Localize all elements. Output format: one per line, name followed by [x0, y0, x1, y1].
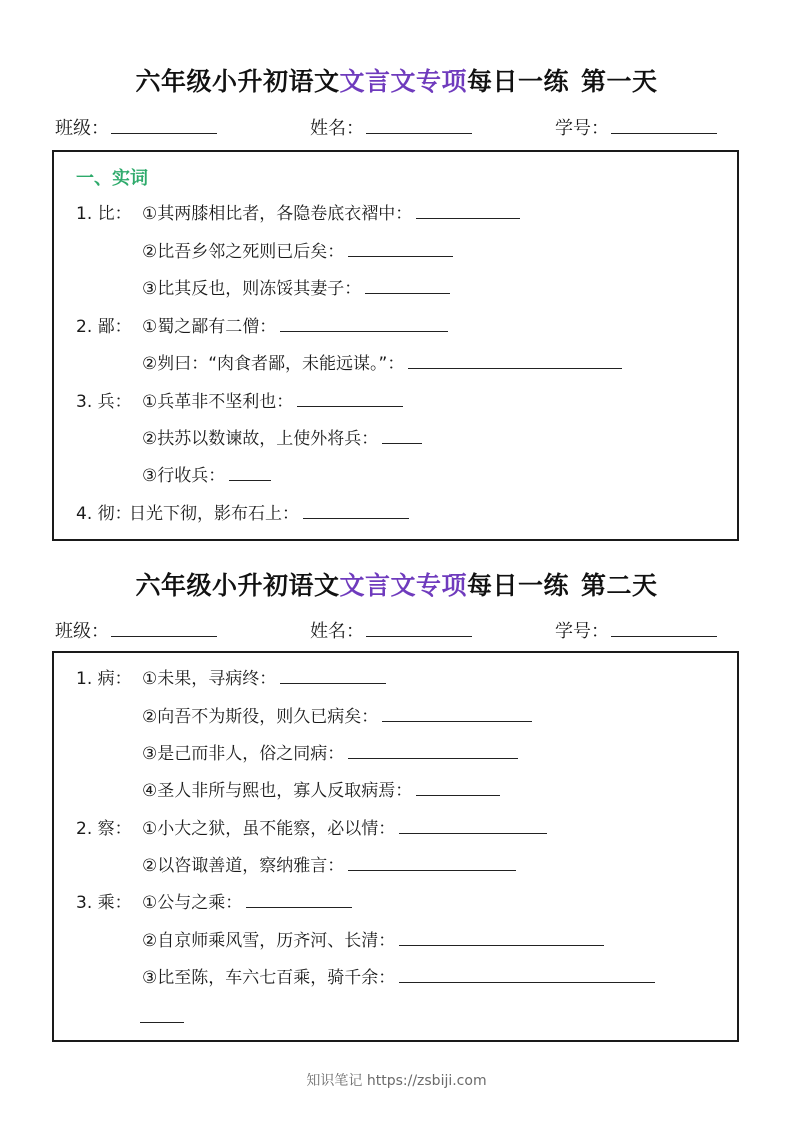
question-number: 1. 病：: [76, 669, 132, 689]
id-label: 学号：: [555, 118, 609, 139]
question-text: ①蜀之鄙有二僧：: [142, 317, 277, 337]
question-number: 2. 鄙：: [76, 317, 132, 337]
answer-blank[interactable]: [348, 239, 453, 257]
section-heading: 一、实词: [76, 168, 148, 189]
question-line: [142, 741, 518, 767]
title-highlight: 文言文专项: [339, 67, 467, 96]
question-line: [76, 201, 520, 227]
question-number: 1. 比：: [76, 204, 132, 224]
answer-blank[interactable]: [399, 816, 547, 834]
question-text: ②刿曰：“肉食者鄙，未能远谋。”：: [142, 354, 405, 374]
title-prefix: 六年级小升初语文: [135, 67, 340, 96]
question-line: [76, 890, 352, 916]
question-line: [76, 816, 547, 842]
title-prefix: 六年级小升初语文: [135, 571, 340, 600]
question-text: ①兵革非不坚利也：: [142, 392, 294, 412]
answer-blank[interactable]: [416, 778, 500, 796]
question-line: [76, 314, 448, 340]
question-line: [142, 928, 604, 954]
question-line: [142, 463, 271, 489]
worksheet-2-info-row: [55, 617, 745, 643]
question-line: [142, 778, 500, 804]
class-blank[interactable]: [111, 619, 217, 637]
class-label: 班级：: [55, 621, 109, 642]
class-label: 班级：: [55, 118, 109, 139]
title-day: 第二天: [581, 571, 658, 600]
name-field: [310, 114, 472, 140]
question-text: ③行收兵：: [142, 466, 226, 486]
question-line: [76, 389, 403, 415]
name-blank[interactable]: [366, 619, 472, 637]
answer-blank[interactable]: [280, 666, 386, 684]
answer-blank-continuation[interactable]: [140, 1005, 184, 1023]
question-number: 3. 兵：: [76, 392, 132, 412]
title-suffix: 每日一练: [467, 571, 570, 600]
question-number: 3. 乘：: [76, 893, 132, 913]
answer-blank[interactable]: [399, 928, 604, 946]
name-field: [310, 617, 472, 643]
title-suffix: 每日一练: [467, 67, 570, 96]
question-text: 日光下彻，影布石上：: [129, 504, 299, 524]
question-text: ②扶苏以数谏故，上使外将兵：: [142, 429, 379, 449]
worksheet-2-title: [0, 566, 793, 602]
answer-blank[interactable]: [348, 853, 516, 871]
question-text: ②自京师乘风雪，历齐河、长清：: [142, 931, 396, 951]
answer-blank[interactable]: [416, 201, 520, 219]
class-field: [55, 114, 217, 140]
question-text: ①公与之乘：: [142, 893, 243, 913]
question-line: [142, 351, 622, 377]
class-field: [55, 617, 217, 643]
question-line: [142, 276, 450, 302]
question-text: ①未果，寻病终：: [142, 669, 277, 689]
question-text: ④圣人非所与熙也，寡人反取病焉：: [142, 781, 413, 801]
worksheet-2-box: [52, 651, 739, 1042]
name-label: 姓名：: [310, 118, 364, 139]
id-label: 学号：: [555, 621, 609, 642]
answer-blank[interactable]: [399, 965, 655, 983]
answer-blank[interactable]: [280, 314, 448, 332]
worksheet-1-box: [52, 150, 739, 541]
question-text: ①其两膝相比者，各隐卷底衣褶中：: [142, 204, 413, 224]
question-text: ②向吾不为斯役，则久已病矣：: [142, 707, 379, 727]
id-field: [555, 114, 717, 140]
id-field: [555, 617, 717, 643]
question-number: 4. 彻：: [76, 504, 132, 524]
answer-blank[interactable]: [382, 704, 532, 722]
name-blank[interactable]: [366, 116, 472, 134]
question-text: ②以咨诹善道，察纳雅言：: [142, 856, 345, 876]
question-text: ②比吾乡邻之死则已后矣：: [142, 242, 345, 262]
question-text: ①小大之狱，虽不能察，必以情：: [142, 819, 396, 839]
answer-blank[interactable]: [382, 426, 422, 444]
worksheet-1-title: [0, 62, 793, 98]
answer-blank[interactable]: [408, 351, 622, 369]
class-blank[interactable]: [111, 116, 217, 134]
question-line: [142, 239, 453, 265]
title-highlight: 文言文专项: [339, 571, 467, 600]
footer-watermark: 知识笔记 https://zsbiji.com: [306, 1073, 487, 1089]
question-line: [76, 501, 409, 527]
id-blank[interactable]: [611, 116, 717, 134]
question-line: [76, 666, 386, 692]
answer-blank[interactable]: [229, 463, 271, 481]
question-line: [142, 426, 422, 452]
question-line: [142, 704, 532, 730]
question-text: ③比其反也，则冻馁其妻子：: [142, 279, 362, 299]
question-number: 2. 察：: [76, 819, 132, 839]
title-day: 第一天: [581, 67, 658, 96]
question-line: [142, 965, 655, 991]
answer-blank[interactable]: [365, 276, 450, 294]
question-line-continuation: [140, 1005, 184, 1031]
answer-blank[interactable]: [297, 389, 403, 407]
answer-blank[interactable]: [348, 741, 518, 759]
worksheet-1-info-row: [55, 114, 745, 140]
question-text: ③是己而非人，俗之同病：: [142, 744, 345, 764]
id-blank[interactable]: [611, 619, 717, 637]
name-label: 姓名：: [310, 621, 364, 642]
question-line: [142, 853, 516, 879]
answer-blank[interactable]: [246, 890, 352, 908]
question-text: ③比至陈，车六七百乘，骑千余：: [142, 968, 396, 988]
answer-blank[interactable]: [303, 501, 409, 519]
